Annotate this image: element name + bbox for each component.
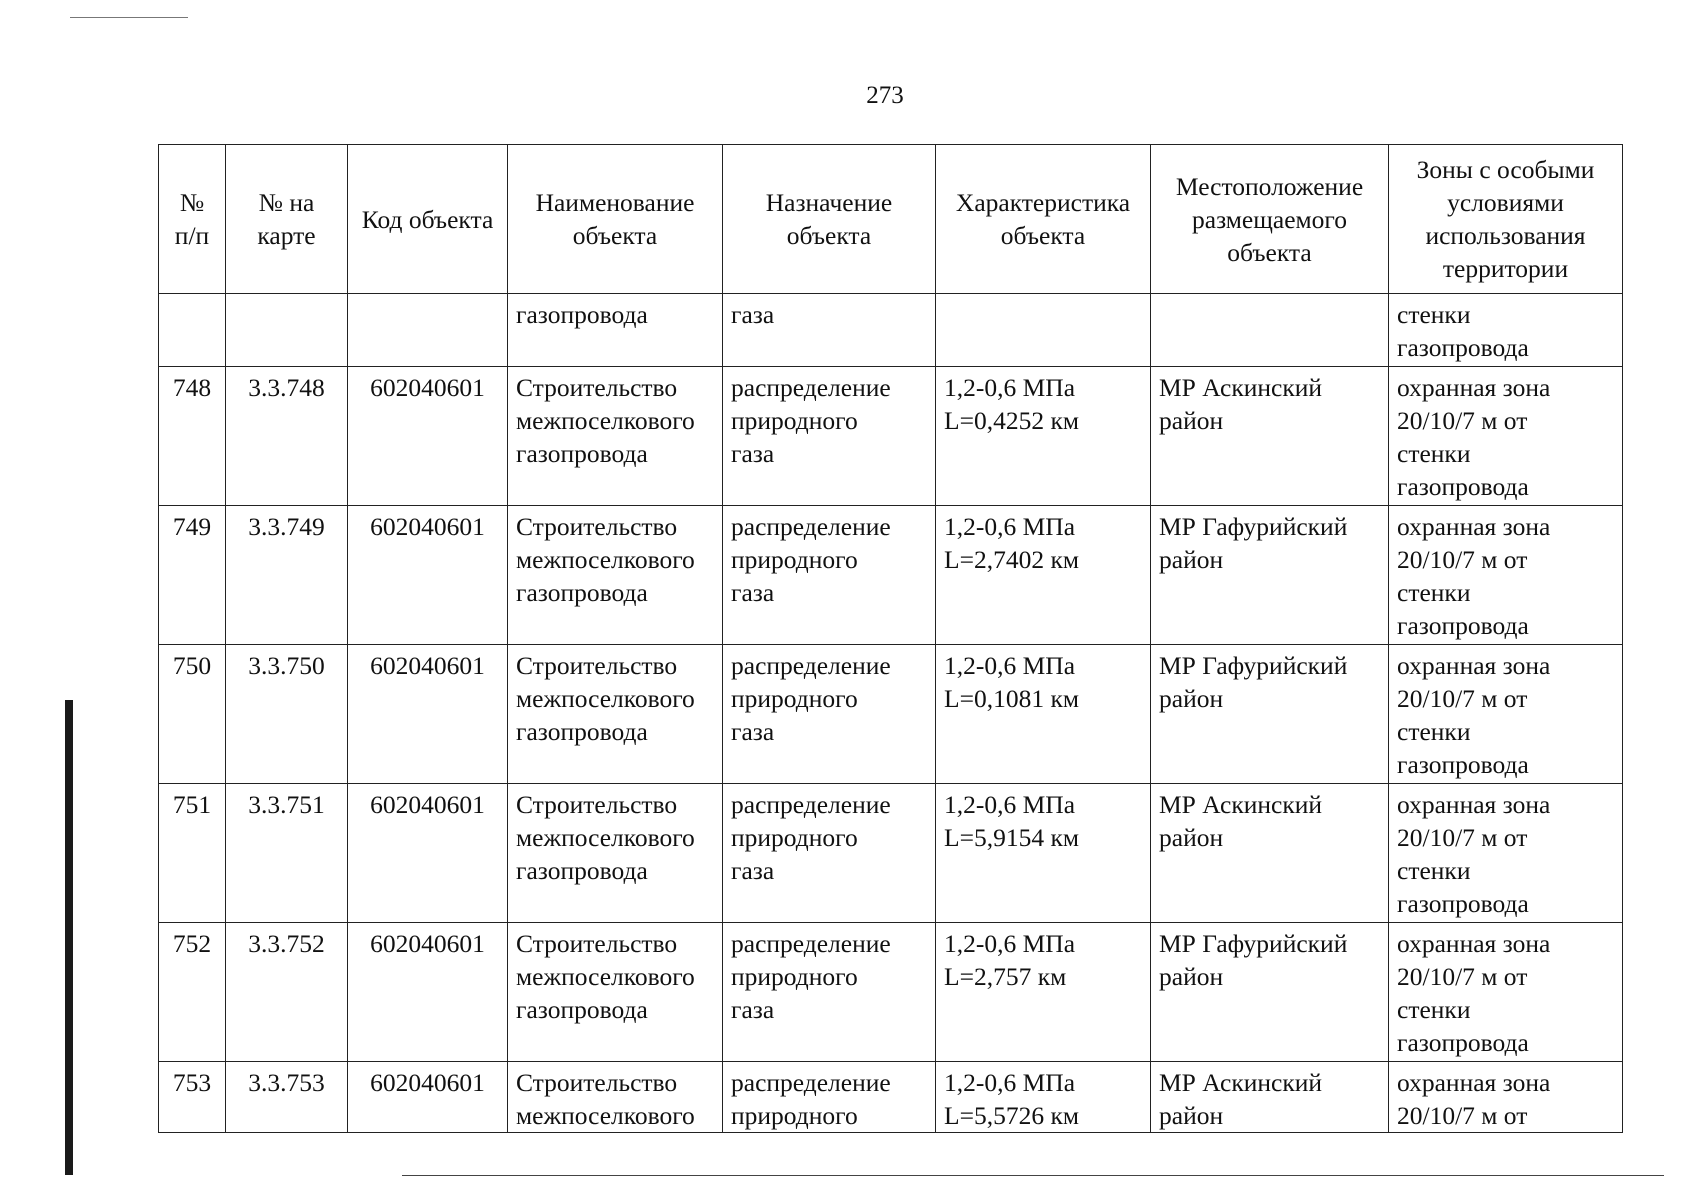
cell-line: охранная зона (1397, 790, 1551, 819)
cell-line: район (1159, 962, 1224, 991)
header-cell (1151, 145, 1389, 294)
cell-zone (1389, 645, 1623, 784)
cell-line: газа (731, 578, 775, 607)
cell-code: 602040601 (348, 645, 508, 784)
cell-location (1151, 506, 1389, 645)
cell-line: L=0,1081 км (944, 684, 1079, 713)
cell-name (508, 294, 723, 367)
cell-line: газопровода (516, 717, 648, 746)
cell-line: условиями (1447, 188, 1564, 217)
bottom-rule (402, 1175, 1664, 1176)
cell-num: 753 (159, 1062, 226, 1133)
cell-purpose (723, 645, 936, 784)
table-row (159, 367, 1623, 506)
cell-code: 602040601 (348, 923, 508, 1062)
cell-line: МР Гафурийский (1159, 929, 1348, 958)
cell-line: Строительство (516, 929, 678, 958)
cell-purpose (723, 506, 936, 645)
cell-num: 749 (159, 506, 226, 645)
cell-name (508, 645, 723, 784)
cell-line: охранная зона (1397, 512, 1551, 541)
cell-line: природного (731, 406, 858, 435)
cell-line: L=2,7402 км (944, 545, 1079, 574)
cell-line: использования (1425, 221, 1586, 250)
cell-line: 20/10/7 м от (1397, 823, 1528, 852)
cell-chars (936, 506, 1151, 645)
header-cell (1389, 145, 1623, 294)
cell-line: охранная зона (1397, 651, 1551, 680)
cell-line: район (1159, 684, 1224, 713)
cell-line: район (1159, 545, 1224, 574)
table-row (159, 784, 1623, 923)
cell-line: L=0,4252 км (944, 406, 1079, 435)
cell-map: 3.3.751 (226, 784, 348, 923)
header-cell (723, 145, 936, 294)
cell-purpose (723, 923, 936, 1062)
cell-line: стенки (1397, 717, 1471, 746)
cell-line: межпоселкового (516, 1101, 695, 1130)
cell-line: № (179, 188, 205, 217)
cell-chars (936, 1062, 1151, 1133)
cell-zone (1389, 367, 1623, 506)
header-cell (508, 145, 723, 294)
cell-num: 752 (159, 923, 226, 1062)
cell-map (226, 294, 348, 367)
objects-table (158, 144, 1623, 1133)
cell-line: распределение (731, 512, 891, 541)
cell-line: распределение (731, 651, 891, 680)
cell-line: Наименование (535, 188, 695, 217)
cell-line: газопровода (1397, 750, 1529, 779)
cell-line: Местоположение (1175, 171, 1364, 201)
cell-line: объекта (1000, 221, 1086, 250)
cell-zone (1389, 506, 1623, 645)
cell-line: газопровода (516, 578, 648, 607)
cell-zone (1389, 294, 1623, 367)
cell-line: район (1159, 406, 1224, 435)
cell-line: газопровода (1397, 333, 1529, 362)
cell-line: район (1159, 823, 1224, 852)
cell-location (1151, 645, 1389, 784)
page-number: 273 (866, 82, 904, 109)
cell-code: 602040601 (348, 506, 508, 645)
cell-line: межпоселкового (516, 823, 695, 852)
cell-line: газа (731, 439, 775, 468)
cell-name (508, 506, 723, 645)
cell-code: 602040601 (348, 367, 508, 506)
cell-line: объекта (572, 221, 658, 250)
cell-line: распределение (731, 373, 891, 402)
cell-line: МР Аскинский (1159, 1068, 1323, 1097)
cell-purpose (723, 294, 936, 367)
header-cell (226, 145, 348, 294)
cell-line: газа (731, 856, 775, 885)
scan-edge-bar (65, 700, 73, 1175)
cell-line: распределение (731, 790, 891, 819)
cell-line: стенки (1397, 995, 1471, 1024)
cell-line: № на (258, 188, 315, 217)
cell-line: охранная зона (1397, 373, 1551, 402)
cell-zone (1389, 923, 1623, 1062)
cell-location (1151, 784, 1389, 923)
cell-line: 20/10/7 м от (1397, 1101, 1528, 1130)
cell-line: газа (731, 300, 775, 329)
cell-line: МР Гафурийский (1159, 512, 1348, 541)
cell-line: МР Аскинский (1159, 373, 1323, 402)
cell-line: природного (731, 962, 858, 991)
cell-line: 1,2-0,6 МПа (944, 929, 1076, 958)
cell-num: 750 (159, 645, 226, 784)
cell-line: газопровода (516, 300, 648, 329)
cell-line: п/п (174, 221, 210, 250)
cell-line: межпоселкового (516, 406, 695, 435)
cell-purpose (723, 1062, 936, 1133)
cell-map: 3.3.750 (226, 645, 348, 784)
cell-line: природного (731, 823, 858, 852)
cell-num: 751 (159, 784, 226, 923)
table-row (159, 506, 1623, 645)
cell-line: L=5,5726 км (944, 1101, 1079, 1130)
table-row (159, 923, 1623, 1062)
cell-chars (936, 367, 1151, 506)
cell-line: газопровода (1397, 1028, 1529, 1057)
cell-line: газа (731, 717, 775, 746)
cell-line: природного (731, 1101, 858, 1130)
cell-name (508, 784, 723, 923)
cell-zone (1389, 784, 1623, 923)
cell-line: L=5,9154 км (944, 823, 1079, 852)
cell-line: Зоны с особыми (1416, 155, 1595, 184)
cell-line: МР Гафурийский (1159, 651, 1348, 680)
cell-name (508, 923, 723, 1062)
cell-line: Строительство (516, 1068, 678, 1097)
cell-line: 1,2-0,6 МПа (944, 1068, 1076, 1097)
cell-line: 1,2-0,6 МПа (944, 790, 1076, 819)
cell-purpose (723, 367, 936, 506)
cell-name (508, 367, 723, 506)
cell-location (1151, 1062, 1389, 1133)
cell-line: 20/10/7 м от (1397, 545, 1528, 574)
cell-location (1151, 367, 1389, 506)
cell-line: газопровода (1397, 611, 1529, 640)
cell-line: L=2,757 км (944, 962, 1067, 991)
cell-line: 20/10/7 м от (1397, 962, 1528, 991)
table-row (159, 1062, 1623, 1133)
cell-line: территории (1442, 254, 1569, 283)
cell-line: распределение (731, 929, 891, 958)
header-cell (159, 145, 226, 294)
cell-line: Строительство (516, 373, 678, 402)
cell-line: 20/10/7 м от (1397, 406, 1528, 435)
cell-line: объекта (786, 221, 872, 250)
cell-line: природного (731, 545, 858, 574)
cell-line: газопровода (516, 856, 648, 885)
top-rule (70, 17, 188, 18)
cell-chars (936, 784, 1151, 923)
continuation-row (159, 294, 1623, 367)
cell-map: 3.3.749 (226, 506, 348, 645)
cell-line: стенки (1397, 439, 1471, 468)
cell-line: Строительство (516, 512, 678, 541)
cell-line: межпоселкового (516, 962, 695, 991)
cell-line: природного (731, 684, 858, 713)
cell-line: газопровода (1397, 472, 1529, 501)
cell-line: Назначение (765, 188, 893, 217)
cell-map: 3.3.752 (226, 923, 348, 1062)
cell-zone (1389, 1062, 1623, 1133)
cell-map: 3.3.753 (226, 1062, 348, 1133)
cell-location (1151, 923, 1389, 1062)
cell-code: 602040601 (348, 1062, 508, 1133)
cell-line: газопровода (1397, 889, 1529, 918)
cell-num (159, 294, 226, 367)
cell-line: стенки (1397, 300, 1471, 329)
cell-line: размещаемого (1192, 204, 1347, 234)
cell-line: охранная зона (1397, 929, 1551, 958)
cell-chars (936, 294, 1151, 367)
cell-line: карте (257, 221, 316, 250)
cell-line: 20/10/7 м от (1397, 684, 1528, 713)
cell-line: охранная зона (1397, 1068, 1551, 1097)
cell-purpose (723, 784, 936, 923)
cell-code: 602040601 (348, 784, 508, 923)
cell-line: Строительство (516, 651, 678, 680)
cell-line: Характеристика (955, 188, 1131, 217)
cell-line: Строительство (516, 790, 678, 819)
cell-line: МР Аскинский (1159, 790, 1323, 819)
cell-line: стенки (1397, 578, 1471, 607)
cell-line: 1,2-0,6 МПа (944, 651, 1076, 680)
cell-line: объекта (1227, 237, 1312, 267)
header-cell (936, 145, 1151, 294)
cell-line: район (1159, 1101, 1224, 1130)
cell-line: 1,2-0,6 МПа (944, 512, 1076, 541)
cell-line: газопровода (516, 439, 648, 468)
cell-line: межпоселкового (516, 684, 695, 713)
cell-line: 1,2-0,6 МПа (944, 373, 1076, 402)
cell-line: газопровода (516, 995, 648, 1024)
table-row (159, 645, 1623, 784)
cell-line: распределение (731, 1068, 891, 1097)
header-cell (348, 145, 508, 294)
cell-name (508, 1062, 723, 1133)
cell-location (1151, 294, 1389, 367)
cell-chars (936, 923, 1151, 1062)
cell-line: межпоселкового (516, 545, 695, 574)
cell-chars (936, 645, 1151, 784)
cell-line: Код объекта (361, 204, 494, 234)
cell-line: газа (731, 995, 775, 1024)
cell-num: 748 (159, 367, 226, 506)
header-row (159, 145, 1623, 294)
cell-map: 3.3.748 (226, 367, 348, 506)
cell-line: стенки (1397, 856, 1471, 885)
cell-code (348, 294, 508, 367)
